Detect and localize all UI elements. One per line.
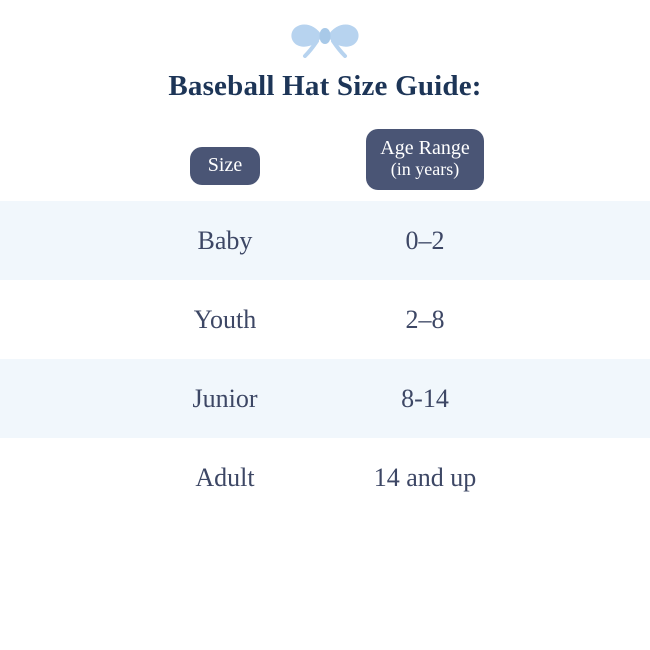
header-cell-size [125, 129, 325, 185]
bow-ornament [0, 0, 650, 58]
age-header-line1: Age Range [380, 137, 470, 159]
cell-age: 2–8 [405, 304, 445, 334]
age-header-pill [366, 129, 483, 190]
cell-age: 14 and up [373, 462, 477, 492]
cell-size: Youth [193, 304, 257, 334]
age-header-line2: (in years) [390, 159, 460, 180]
size-header-pill: Size [190, 147, 260, 185]
cell-size: Baby [197, 225, 253, 255]
table-header-row [0, 129, 650, 201]
header-cell-age [325, 129, 525, 190]
size-table [0, 129, 650, 517]
cell-size: Junior [192, 383, 258, 413]
table-row [0, 280, 650, 359]
table-body [0, 201, 650, 517]
table-row [0, 201, 650, 280]
cell-age: 0–2 [405, 225, 445, 255]
bow-icon [289, 14, 361, 58]
cell-size: Adult [195, 462, 255, 492]
table-row [0, 359, 650, 438]
page-title: Baseball Hat Size Guide: [168, 70, 482, 102]
table-row [0, 438, 650, 517]
cell-age: 8-14 [401, 383, 449, 413]
